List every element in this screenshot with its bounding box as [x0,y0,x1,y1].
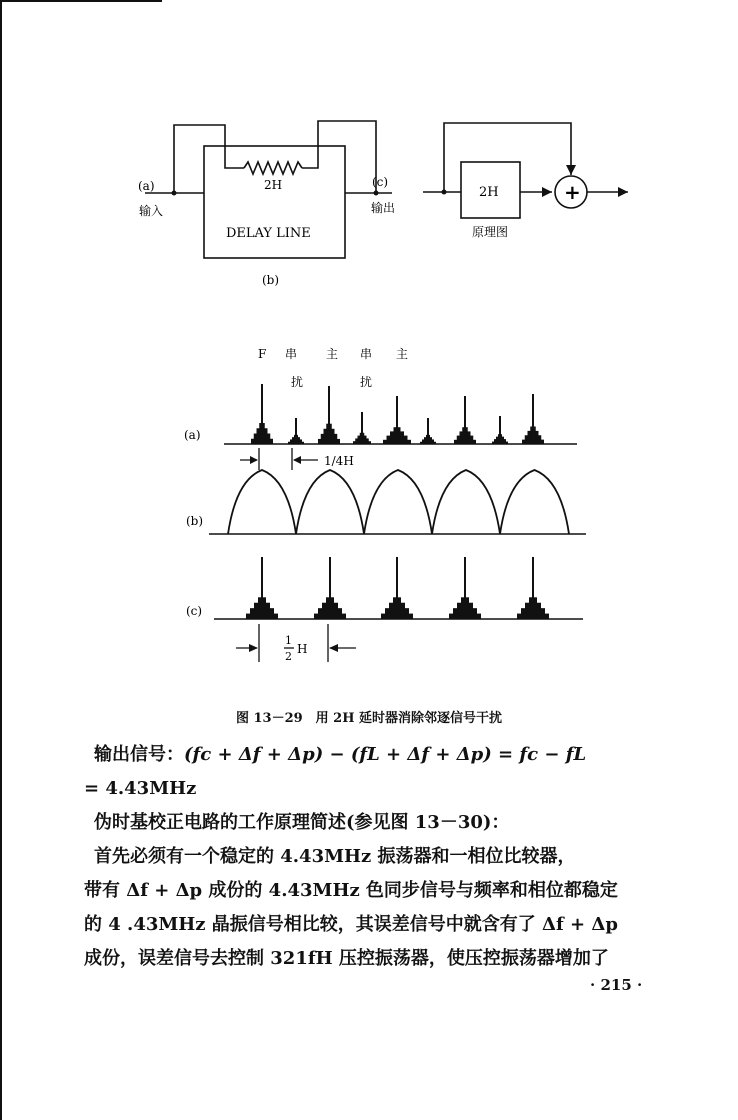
input-tap-wire [174,125,244,193]
arrow-into-adder-left-icon [542,187,552,197]
row-label-b: (b) [186,514,204,528]
header-char-3: 主 [326,347,339,361]
header-char-1: F [258,347,267,361]
paragraph-body-line1: 首先必须有一个稳定的 4.43MHz 振荡器和一相位比较器， [94,846,576,867]
schematic-node-dot [442,190,447,195]
spacing-c-denominator: 2 [285,650,292,663]
input-node-dot [172,191,177,196]
label-a: (a) [138,179,155,193]
header-char-5: 主 [396,347,409,361]
schematic-diagram [423,123,628,218]
output-signal-formula: (fc + Δf + Δp) − (fL + Δf + Δp) = fc − fL [184,744,587,765]
label-c: (c) [372,175,389,189]
spacing-c-unit: H [297,642,308,656]
adder-plus-symbol: + [564,180,581,204]
header-char-2: 串 [285,347,298,361]
inner-delay-label: 2H [264,178,283,192]
arrow-into-adder-top-icon [566,165,576,175]
figure-caption: 图 13－29 用 2H 延时器消除邻逐信号干扰 [235,711,503,726]
paragraph-body-line3: 的 4 .43MHz 晶振信号相比较，其误差信号中就含有了 Δf + Δp [84,914,618,935]
diagram-sub-label: (b) [262,273,280,287]
sub-char-2: 扰 [360,375,373,389]
schematic-caption: 原理图 [472,225,509,239]
schematic-feedforward-line [444,123,571,192]
schematic-block-label: 2H [479,185,499,200]
paragraph-principle: 伪时基校正电路的工作原理简述(参见图 13－30)： [94,812,510,833]
row-label-a: (a) [184,428,201,442]
label-input: 输入 [139,204,164,218]
spacing-marker-c [236,624,356,662]
output-node-dot [374,191,379,196]
output-signal-prefix: 输出信号： [94,744,184,765]
page-number: · 215 · [590,976,643,994]
delay-line-box-label: DELAY LINE [226,226,311,241]
spectrum-c-peaks [246,557,549,619]
paragraph-output-value: = 4.43MHz [84,778,197,799]
paragraph-body-line4: 成份，误差信号去控制 321fH 压控振荡器，使压控振荡器增加了 [84,948,609,969]
lobe-b-0 [228,470,296,534]
lobe-b-1 [296,470,364,534]
spectrum-b-curves [228,470,569,534]
arrow-output-icon [618,187,628,197]
lobe-b-4 [500,470,569,534]
spacing-c-right-arrow-icon [329,644,338,652]
spacing-a-left-arrow-icon [250,456,258,464]
row-label-c: (c) [186,604,203,618]
lobe-b-2 [364,470,432,534]
output-tap-wire [302,121,376,193]
lobe-b-3 [432,470,500,534]
paragraph-body-line2: 带有 Δf + Δp 成份的 4.43MHz 色同步信号与频率和相位都稳定 [84,880,618,901]
header-char-4: 串 [360,347,373,361]
spacing-a-label: 1/4H [324,454,354,468]
paragraph-output-signal [94,738,694,772]
resistor-zigzag [244,162,302,174]
label-output: 输出 [371,201,396,215]
sub-char-1: 扰 [291,375,304,389]
spectrum-a-peaks [251,384,544,444]
spacing-c-numerator: 1 [285,634,292,647]
spacing-c-left-arrow-icon [249,644,258,652]
spacing-a-right-arrow-icon [293,456,301,464]
